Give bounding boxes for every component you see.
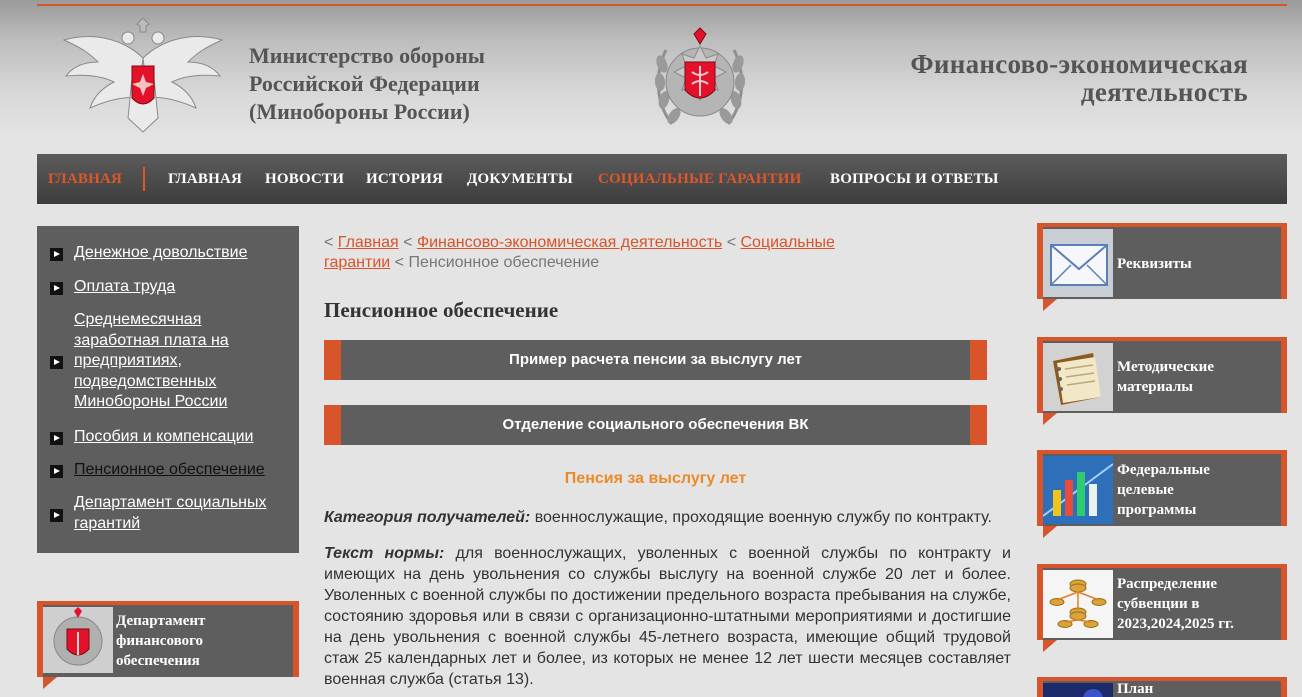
breadcrumb-home[interactable]: Главная — [337, 234, 399, 251]
subvention-box[interactable] — [1037, 564, 1287, 640]
federal-programs-box[interactable] — [1037, 450, 1287, 526]
breadcrumb-sep: < — [394, 254, 405, 271]
bullet-icon — [50, 356, 63, 369]
bullet-icon — [50, 248, 63, 261]
nav-item-social-guarantees[interactable]: СОЦИАЛЬНЫЕ ГАРАНТИИ — [598, 171, 802, 187]
subvention-line-1: Распределение — [1117, 576, 1218, 592]
breadcrumb-sep: < — [726, 234, 737, 251]
requisites-box[interactable] — [1037, 223, 1287, 299]
sidebar-item-pay[interactable]: Денежное довольствие — [74, 244, 248, 261]
federal-line-2: целевые — [1117, 482, 1174, 498]
plan-label — [1117, 679, 1153, 697]
sidebar-item-labor-pay[interactable]: Оплата труда — [74, 278, 176, 295]
ministry-eagle-emblem-icon[interactable] — [62, 18, 224, 134]
chart-icon — [1043, 456, 1113, 524]
subvention-line-2: субвенции в — [1117, 596, 1200, 612]
page-title: Пенсионное обеспечение — [324, 298, 559, 322]
site-header — [0, 0, 1302, 133]
ministry-line-3: (Минобороны России) — [249, 99, 470, 124]
box-stripe — [1281, 568, 1287, 640]
category-text: военнослужащие, проходящие военную службу по контракту. — [534, 509, 992, 526]
nav-separator — [143, 167, 145, 191]
finance-dept-box[interactable] — [37, 601, 299, 677]
nav-item-home-logo[interactable]: ГЛАВНАЯ — [48, 171, 123, 187]
bullet-icon — [50, 465, 63, 478]
section-heading: Пенсия за выслугу лет — [564, 470, 747, 487]
header-top-line — [37, 4, 1287, 6]
breadcrumb-current: Пенсионное обеспечение — [408, 254, 600, 271]
box-stripe — [1281, 227, 1287, 299]
methodical-line-1: Методические — [1117, 359, 1214, 375]
nav-item-faq[interactable]: ВОПРОСЫ И ОТВЕТЫ — [830, 171, 999, 187]
dept-title — [910, 50, 1248, 106]
requisites-line-1: Реквизиты — [1117, 256, 1192, 272]
box-tail — [1043, 299, 1057, 311]
breadcrumb-sep: < — [403, 234, 413, 251]
plan-icon — [1043, 683, 1113, 697]
plan-line-1: План — [1117, 681, 1154, 697]
box-stripe — [293, 605, 299, 677]
breadcrumb-sep: < — [324, 234, 334, 251]
nav-item-news[interactable]: НОВОСТИ — [265, 171, 345, 187]
sidebar-item-social-dept[interactable]: Департамент социальных гарантий — [74, 494, 267, 532]
box-tail — [1043, 640, 1057, 652]
federal-line-1: Федеральные — [1117, 462, 1210, 478]
box-stripe — [1281, 681, 1287, 697]
subvention-line-3: 2023,2024,2025 гг. — [1117, 616, 1234, 632]
methodical-line-2: материалы — [1117, 379, 1193, 395]
sidebar-menu — [37, 226, 299, 553]
main-nav — [37, 154, 1287, 204]
norm-paragraph — [324, 543, 1011, 690]
ministry-line-2: Российской Федерации — [249, 71, 480, 96]
dept-title-line-2: деятельность — [1080, 77, 1248, 107]
subvention-label — [1117, 574, 1234, 634]
breadcrumb-social-a[interactable]: Социальные — [740, 234, 835, 251]
box-stripe — [1281, 341, 1287, 413]
pension-example-button[interactable]: Пример расчета пенсии за выслугу лет — [324, 340, 987, 380]
finance-dept-line-2: финансового — [116, 633, 204, 649]
nav-item-history[interactable]: ИСТОРИЯ — [366, 171, 444, 187]
breadcrumb — [324, 233, 864, 273]
breadcrumb-finance[interactable]: Финансово-экономическая деятельность — [416, 234, 723, 251]
methodical-materials-box[interactable] — [1037, 337, 1287, 413]
ministry-name — [249, 42, 485, 126]
federal-programs-label — [1117, 460, 1210, 520]
bullet-icon — [50, 432, 63, 445]
box-tail — [1043, 526, 1057, 538]
nav-item-documents[interactable]: ДОКУМЕНТЫ — [467, 171, 573, 187]
bullet-icon — [50, 509, 63, 522]
plan-box[interactable] — [1037, 677, 1287, 697]
finance-dept-line-1: Департамент — [116, 613, 206, 629]
box-tail — [1043, 413, 1057, 425]
requisites-label — [1117, 254, 1192, 274]
social-security-office-button[interactable]: Отделение социального обеспечения ВК — [324, 405, 987, 445]
finance-dept-label — [116, 611, 205, 671]
sidebar-item-pension[interactable]: Пенсионное обеспечение — [74, 461, 265, 478]
coins-icon — [1043, 570, 1113, 638]
folder-icon — [1043, 343, 1113, 411]
bullet-icon — [50, 282, 63, 295]
sidebar-item-benefits[interactable]: Пособия и компенсации — [74, 428, 254, 445]
nav-item-home[interactable]: ГЛАВНАЯ — [168, 171, 243, 187]
box-tail — [43, 677, 57, 689]
norm-label: Текст нормы: — [324, 545, 445, 562]
category-paragraph — [324, 507, 1011, 528]
envelope-icon — [1043, 229, 1113, 297]
sidebar-item-average-salary[interactable]: Среднемесячная заработная плата на предприятиях, подведомственных Минобороны России — [74, 311, 229, 410]
ministry-line-1: Министерство обороны — [249, 43, 485, 68]
finance-dept-line-3: обеспечения — [116, 653, 200, 669]
finance-dept-emblem-icon — [652, 24, 748, 132]
box-stripe — [1281, 454, 1287, 526]
finance-dept-emblem-icon — [43, 607, 113, 673]
category-label: Категория получателей: — [324, 509, 531, 526]
norm-text: для военнослужащих, уволенных с военной службы по контракту и имеющих на день увольнения со службы выслугу на военной службе 20 лет и более. Уволенных с военной службы по достижении предельного возраста пребывания на службе, состоянию здоровья или в связи с организационно-штатными мероприятиями и достигшие на день увольнения с военной службы 45-летнего возраста, имеющие общий трудовой стаж 25 календарных лет и более, из которых не менее 12 лет шести месяцев составляет военная служба (статья 13). — [324, 545, 1011, 688]
breadcrumb-social-b[interactable]: гарантии — [324, 254, 391, 271]
dept-title-line-1: Финансово-экономическая — [910, 49, 1248, 79]
methodical-materials-label — [1117, 357, 1214, 397]
federal-line-3: программы — [1117, 502, 1197, 518]
